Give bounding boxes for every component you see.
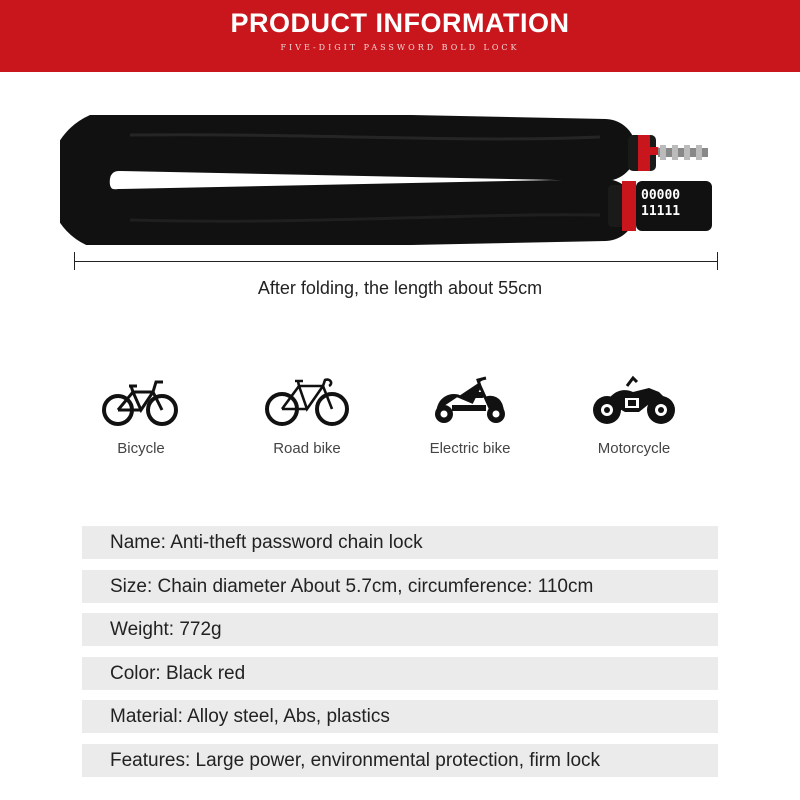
vehicle-label: Bicycle xyxy=(117,440,165,457)
page-subtitle: FIVE-DIGIT PASSWORD BOLD LOCK xyxy=(280,43,520,52)
vehicle-road-bike xyxy=(227,372,387,457)
svg-text:11111: 11111 xyxy=(641,204,681,219)
length-caption: After folding, the length about 55cm xyxy=(257,278,543,298)
spec-row-features: Features: Large power, environmental protection, firm lock xyxy=(82,744,718,777)
vehicle-label: Motorcycle xyxy=(597,440,671,457)
spec-row-color: Color: Black red xyxy=(82,657,718,690)
vehicle-motorcycle xyxy=(554,372,714,457)
page-title: PRODUCT INFORMATION xyxy=(230,8,570,38)
spec-row-weight: Weight: 772g xyxy=(82,613,718,646)
scooter-icon xyxy=(428,372,512,428)
length-measure-line xyxy=(74,250,718,272)
spec-row-material: Material: Alloy steel, Abs, plastics xyxy=(82,700,718,733)
vehicle-bicycle xyxy=(61,372,221,457)
chain-lock-image xyxy=(60,115,740,245)
spec-row-name: Name: Anti-theft password chain lock xyxy=(82,526,718,559)
motorcycle-icon xyxy=(589,372,679,428)
bicycle-icon xyxy=(101,372,181,428)
vehicle-label: Electric bike xyxy=(429,440,511,457)
header-banner xyxy=(0,0,800,72)
svg-text:00000: 00000 xyxy=(641,188,681,203)
vehicle-label: Road bike xyxy=(273,440,341,457)
road-bike-icon xyxy=(265,372,349,428)
vehicle-electric-bike xyxy=(390,372,550,457)
spec-list xyxy=(82,526,718,787)
spec-row-size: Size: Chain diameter About 5.7cm, circumference: 110cm xyxy=(82,570,718,603)
